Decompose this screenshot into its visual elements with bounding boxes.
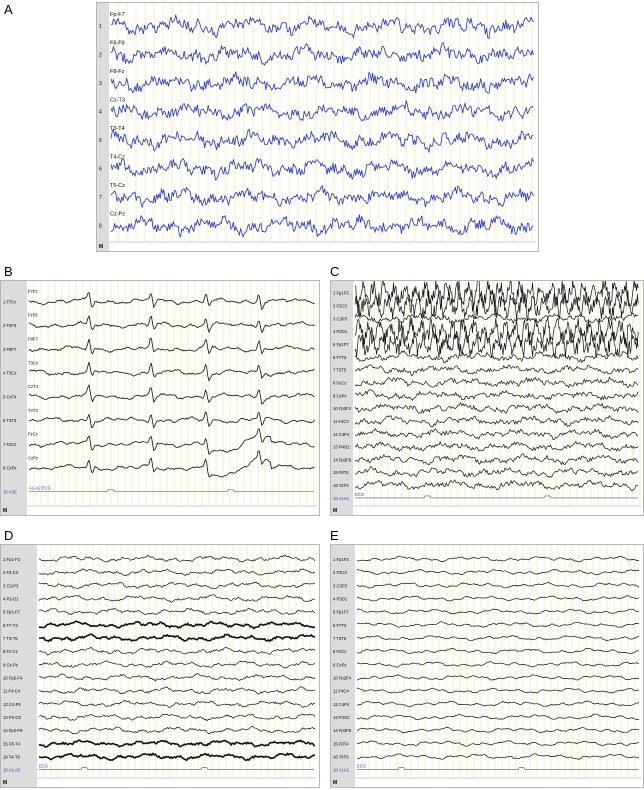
panel-letter-a: A bbox=[4, 2, 13, 17]
channel-label: 11 F4C4 bbox=[333, 688, 349, 694]
channel-label: 1 bbox=[99, 24, 102, 31]
channel-label: 9 Cz-Pz bbox=[3, 662, 18, 668]
channel-label: 5 Fp1F7 bbox=[333, 609, 349, 615]
eeg-trace bbox=[111, 158, 533, 180]
channel-label: 1 Fp1F3 bbox=[333, 556, 349, 562]
extra-channel-inline-label: A1-A2 ECG bbox=[29, 485, 51, 491]
channel-inline-label: F8-F8 bbox=[110, 40, 125, 47]
eeg-trace-svg bbox=[97, 3, 538, 251]
channel-inline-label: FzCz bbox=[28, 431, 38, 437]
channel-label: 14 Fp2F8 bbox=[333, 728, 351, 734]
eeg-trace bbox=[110, 40, 533, 65]
channel-label: 7 T3-T5 bbox=[3, 635, 18, 641]
channel-label: 6 bbox=[99, 166, 102, 173]
channel-label: 1 Fp1F3 bbox=[333, 290, 349, 296]
channel-inline-label: FzF8 bbox=[28, 312, 38, 318]
panel-letter-b: B bbox=[4, 264, 13, 279]
channel-label: 6 F7-T3 bbox=[3, 622, 18, 628]
channel-label: 2 FzF8 bbox=[3, 323, 17, 329]
eeg-trace bbox=[357, 675, 639, 681]
marker-label: M bbox=[333, 508, 338, 514]
extra-channel-label: 18 A1-A2 bbox=[3, 767, 21, 773]
eeg-trace bbox=[357, 701, 639, 707]
channel-inline-label: CzPz bbox=[28, 455, 39, 461]
channel-inline-label: Cz-T3 bbox=[110, 97, 125, 104]
eeg-trace bbox=[357, 596, 639, 602]
channel-label: 7 T3T5 bbox=[333, 635, 347, 641]
eeg-trace bbox=[357, 622, 639, 628]
channel-inline-label: F7Fz bbox=[28, 288, 38, 294]
eeg-trace bbox=[355, 416, 638, 427]
channel-label: 16 T4-T6 bbox=[3, 754, 20, 760]
marker-label: M bbox=[99, 244, 104, 250]
channel-label: 2 F3-C3 bbox=[3, 570, 19, 576]
eeg-trace bbox=[357, 609, 639, 614]
channel-label: 8 FzCz bbox=[333, 649, 347, 655]
eeg-trace bbox=[111, 186, 533, 207]
channel-label: 12 C4P4 bbox=[333, 701, 350, 707]
channel-label: 15 F8T4 bbox=[333, 470, 349, 476]
eeg-trace bbox=[357, 648, 639, 653]
marker-label: M bbox=[333, 780, 338, 786]
eeg-trace bbox=[355, 442, 638, 452]
eeg-trace-svg bbox=[1, 545, 319, 787]
eeg-trace bbox=[357, 727, 639, 733]
channel-inline-label: CzT4 bbox=[28, 384, 39, 390]
channel-label: 4 P3O1 bbox=[333, 329, 348, 335]
eeg-trace-svg bbox=[331, 545, 643, 787]
channel-label: 14 Fp2-F8 bbox=[3, 728, 23, 734]
ecg-trace bbox=[357, 768, 638, 770]
eeg-trace bbox=[357, 662, 639, 668]
channel-label: 11 F4-C4 bbox=[3, 688, 21, 694]
eeg-trace bbox=[357, 741, 639, 747]
channel-label: 7 bbox=[99, 195, 102, 202]
channel-label: 7 FzCz bbox=[3, 441, 17, 447]
channel-label: 6 F7T3 bbox=[333, 622, 347, 628]
channel-inline-label: Fp-F7 bbox=[110, 12, 125, 19]
eeg-trace bbox=[110, 97, 533, 121]
channel-label: 2 F3C3 bbox=[333, 303, 347, 309]
channel-inline-label: F8F7 bbox=[28, 336, 38, 342]
eeg-panel-b bbox=[0, 280, 320, 516]
channel-label: 5 Fp1F7 bbox=[333, 341, 349, 347]
eeg-trace bbox=[357, 714, 639, 720]
eeg-trace bbox=[355, 390, 638, 401]
eeg-trace bbox=[355, 365, 638, 376]
ecg-trace bbox=[39, 768, 314, 770]
channel-label: 4 P3O1 bbox=[333, 596, 348, 602]
channel-label: 16 T4T6 bbox=[333, 754, 349, 760]
channel-label: 15 F8-T4 bbox=[3, 741, 20, 747]
channel-label: 10 Fp2F4 bbox=[333, 675, 351, 681]
channel-label: 8 FzCz bbox=[333, 380, 347, 386]
channel-label: 1 Fp1-F3 bbox=[3, 556, 20, 562]
channel-inline-label: T5-Cz bbox=[110, 183, 125, 190]
extra-channel-label: 18 A1A2 bbox=[333, 767, 349, 773]
panel-letter-c: C bbox=[330, 264, 340, 279]
channel-label: 3 F8F7 bbox=[3, 346, 17, 352]
channel-label: 13 P4-O2 bbox=[3, 715, 21, 721]
channel-inline-label: Cz-Pz bbox=[110, 211, 125, 218]
extra-channel-inline-label: ECG bbox=[357, 763, 367, 769]
eeg-panel-a bbox=[96, 2, 539, 252]
channel-inline-label: F8-Fz bbox=[110, 69, 125, 76]
eeg-panel-c bbox=[330, 280, 644, 516]
channel-label: 14 Fp2F8 bbox=[333, 457, 351, 463]
eeg-trace-svg bbox=[1, 281, 319, 515]
eeg-trace bbox=[355, 330, 638, 358]
channel-label: 11 F4C4 bbox=[333, 418, 349, 424]
channel-inline-label: T3Cz bbox=[28, 360, 39, 366]
channel-label: 3 bbox=[99, 81, 102, 88]
eeg-trace bbox=[111, 215, 533, 237]
channel-label: 9 CzPz bbox=[333, 393, 347, 399]
marker-label: M bbox=[3, 780, 8, 786]
channel-label: 12 C4-P4 bbox=[3, 701, 21, 707]
channel-label: 8 Fz-Cz bbox=[3, 649, 18, 655]
ecg-trace bbox=[355, 496, 638, 498]
channel-label: 6 F7T3 bbox=[333, 354, 347, 360]
channel-label: 10 Fp2F4 bbox=[333, 406, 351, 412]
channel-inline-label: T3-T4 bbox=[110, 126, 125, 133]
channel-label: 1 F7Fz bbox=[3, 299, 17, 305]
channel-inline-label: T4T3 bbox=[28, 407, 38, 413]
channel-label: 16 T4T6 bbox=[333, 483, 349, 489]
eeg-trace bbox=[355, 480, 638, 491]
channel-label: 8 bbox=[99, 223, 102, 230]
ecg-trace bbox=[29, 490, 314, 492]
extra-channel-inline-label: ECG bbox=[355, 491, 365, 497]
extra-channel-label: 18 A1A2 bbox=[333, 495, 349, 501]
channel-label: 10 Fp2-F4 bbox=[3, 675, 23, 681]
eeg-trace bbox=[355, 467, 638, 478]
channel-label: 3 C3P3 bbox=[333, 583, 347, 589]
channel-label: 2 F3C3 bbox=[333, 570, 347, 576]
extra-channel-label: 10 ASE bbox=[3, 489, 17, 495]
channel-label: 9 CzPz bbox=[333, 662, 347, 668]
channel-label: 7 T3T5 bbox=[333, 367, 347, 373]
channel-label: 2 bbox=[99, 52, 102, 59]
eeg-trace bbox=[357, 688, 639, 693]
channel-label: 15 F8T4 bbox=[333, 741, 349, 747]
eeg-trace bbox=[355, 377, 638, 387]
eeg-trace-svg bbox=[331, 281, 643, 515]
eeg-panel-d bbox=[0, 544, 320, 788]
eeg-trace bbox=[111, 129, 533, 152]
eeg-trace bbox=[357, 556, 639, 562]
panel-letter-e: E bbox=[330, 528, 339, 543]
channel-label: 8 CzPz bbox=[3, 465, 17, 471]
channel-label: 5 bbox=[99, 138, 102, 145]
channel-inline-label: T4-Cz bbox=[110, 154, 125, 161]
channel-label: 6 T4T3 bbox=[3, 418, 17, 424]
eeg-trace bbox=[357, 754, 639, 760]
channel-label: 13 P4O2 bbox=[333, 715, 350, 721]
eeg-trace bbox=[357, 635, 639, 640]
eeg-trace bbox=[357, 582, 639, 588]
channel-gutter bbox=[97, 3, 109, 251]
channel-label: 13 P4O2 bbox=[333, 444, 350, 450]
eeg-trace bbox=[111, 15, 533, 39]
channel-label: 3 C3-P3 bbox=[3, 583, 19, 589]
extra-channel-inline-label: ECG bbox=[39, 763, 49, 769]
channel-label: 4 bbox=[99, 109, 102, 116]
eeg-trace bbox=[111, 72, 533, 94]
panel-letter-d: D bbox=[4, 528, 14, 543]
eeg-trace bbox=[357, 569, 639, 575]
eeg-trace bbox=[355, 429, 638, 440]
channel-label: 4 T3Cz bbox=[3, 370, 17, 376]
eeg-trace bbox=[355, 403, 638, 414]
marker-label: M bbox=[3, 508, 8, 514]
channel-label: 3 C3P3 bbox=[333, 316, 347, 322]
eeg-panel-e bbox=[330, 544, 644, 788]
channel-label: 4 P3-O1 bbox=[3, 596, 19, 602]
channel-label: 5 Fp1-F7 bbox=[3, 609, 20, 615]
channel-label: 12 C4P4 bbox=[333, 431, 350, 437]
eeg-trace bbox=[355, 454, 638, 465]
channel-label: 5 CzT4 bbox=[3, 394, 17, 400]
